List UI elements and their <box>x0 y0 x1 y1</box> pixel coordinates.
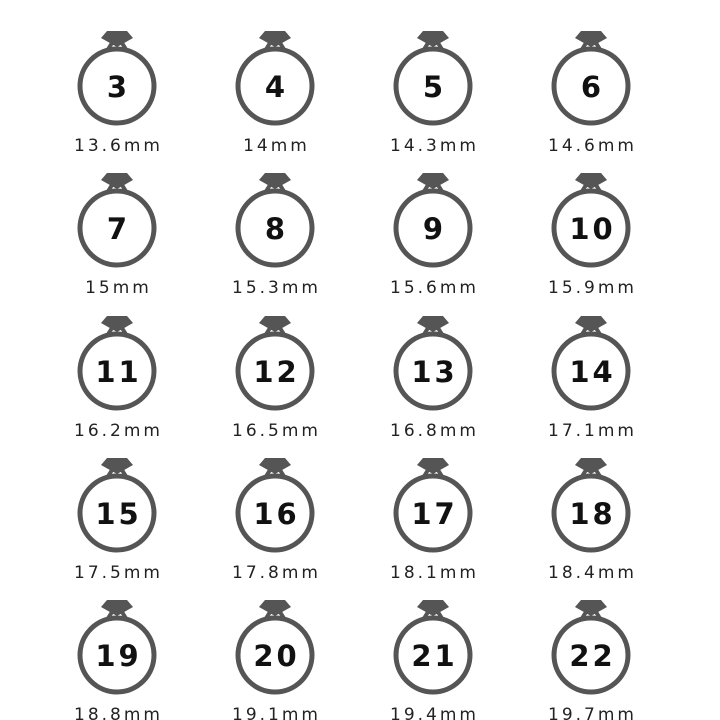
ring-item-13 <box>390 316 479 441</box>
ring-item-17 <box>390 458 479 583</box>
ring-gem-icon <box>417 316 449 332</box>
ring-size-label: 5 <box>422 70 447 104</box>
ring-gem-icon <box>417 31 449 47</box>
ring-gem-icon <box>417 458 449 474</box>
ring-gem-icon <box>417 600 449 616</box>
ring-gem-icon <box>101 600 133 616</box>
ring-diameter-label: 15.6mm <box>390 278 479 298</box>
ring-size-label: 3 <box>106 70 131 104</box>
ring-gem-icon <box>259 316 291 332</box>
ring-item-4 <box>238 31 312 156</box>
ring-item-3 <box>74 31 163 156</box>
ring-diameter-label: 14.6mm <box>548 136 637 156</box>
ring-diameter-label: 15mm <box>85 278 152 298</box>
ring-item-12 <box>232 316 321 441</box>
ring-diameter-label: 16.8mm <box>390 421 479 441</box>
ring-gem-icon <box>575 316 607 332</box>
ring-diameter-label: 16.2mm <box>74 421 163 441</box>
ring-diameter-label: 14.3mm <box>390 136 479 156</box>
ring-gem-icon <box>101 31 133 47</box>
ring-gem-icon <box>417 173 449 189</box>
ring-size-label: 19 <box>95 639 142 673</box>
ring-item-9 <box>390 173 479 298</box>
ring-size-label: 16 <box>253 497 300 531</box>
ring-size-label: 11 <box>95 355 142 389</box>
ring-diameter-label: 17.1mm <box>548 421 637 441</box>
ring-diameter-label: 19.1mm <box>232 705 321 720</box>
ring-item-7 <box>80 173 154 298</box>
ring-gem-icon <box>259 600 291 616</box>
ring-diameter-label: 19.7mm <box>548 705 637 720</box>
ring-gem-icon <box>575 600 607 616</box>
ring-diameter-label: 18.4mm <box>548 563 637 583</box>
ring-diameter-label: 17.5mm <box>74 563 163 583</box>
ring-diameter-label: 14mm <box>243 136 310 156</box>
ring-item-19 <box>74 600 163 720</box>
ring-size-label: 22 <box>569 639 616 673</box>
ring-diameter-label: 17.8mm <box>232 563 321 583</box>
ring-gem-icon <box>575 31 607 47</box>
ring-size-label: 17 <box>411 497 458 531</box>
ring-diameter-label: 18.8mm <box>74 705 163 720</box>
ring-gem-icon <box>101 316 133 332</box>
ring-item-8 <box>232 173 321 298</box>
ring-size-label: 10 <box>569 212 616 246</box>
ring-diameter-label: 16.5mm <box>232 421 321 441</box>
ring-size-label: 8 <box>264 212 289 246</box>
ring-item-20 <box>232 600 321 720</box>
ring-diameter-label: 19.4mm <box>390 705 479 720</box>
ring-diameter-label: 15.9mm <box>548 278 637 298</box>
ring-size-label: 9 <box>422 212 447 246</box>
ring-gem-icon <box>101 173 133 189</box>
ring-size-label: 14 <box>569 355 616 389</box>
ring-gem-icon <box>101 458 133 474</box>
ring-item-15 <box>74 458 163 583</box>
ring-item-11 <box>74 316 163 441</box>
ring-gem-icon <box>575 173 607 189</box>
ring-diameter-label: 18.1mm <box>390 563 479 583</box>
ring-size-label: 4 <box>264 70 289 104</box>
ring-gem-icon <box>259 458 291 474</box>
ring-item-21 <box>390 600 479 720</box>
ring-diameter-label: 15.3mm <box>232 278 321 298</box>
ring-size-label: 7 <box>106 212 131 246</box>
ring-gem-icon <box>259 173 291 189</box>
ring-item-6 <box>548 31 637 156</box>
ring-size-label: 6 <box>580 70 605 104</box>
ring-item-5 <box>390 31 479 156</box>
ring-size-label: 15 <box>95 497 142 531</box>
ring-item-16 <box>232 458 321 583</box>
ring-item-22 <box>548 600 637 720</box>
ring-size-label: 13 <box>411 355 458 389</box>
ring-item-18 <box>548 458 637 583</box>
ring-item-14 <box>548 316 637 441</box>
ring-diameter-label: 13.6mm <box>74 136 163 156</box>
ring-gem-icon <box>575 458 607 474</box>
ring-size-label: 12 <box>253 355 300 389</box>
ring-size-label: 21 <box>411 639 458 673</box>
ring-gem-icon <box>259 31 291 47</box>
ring-size-label: 18 <box>569 497 616 531</box>
ring-item-10 <box>548 173 637 298</box>
ring-size-label: 20 <box>253 639 300 673</box>
